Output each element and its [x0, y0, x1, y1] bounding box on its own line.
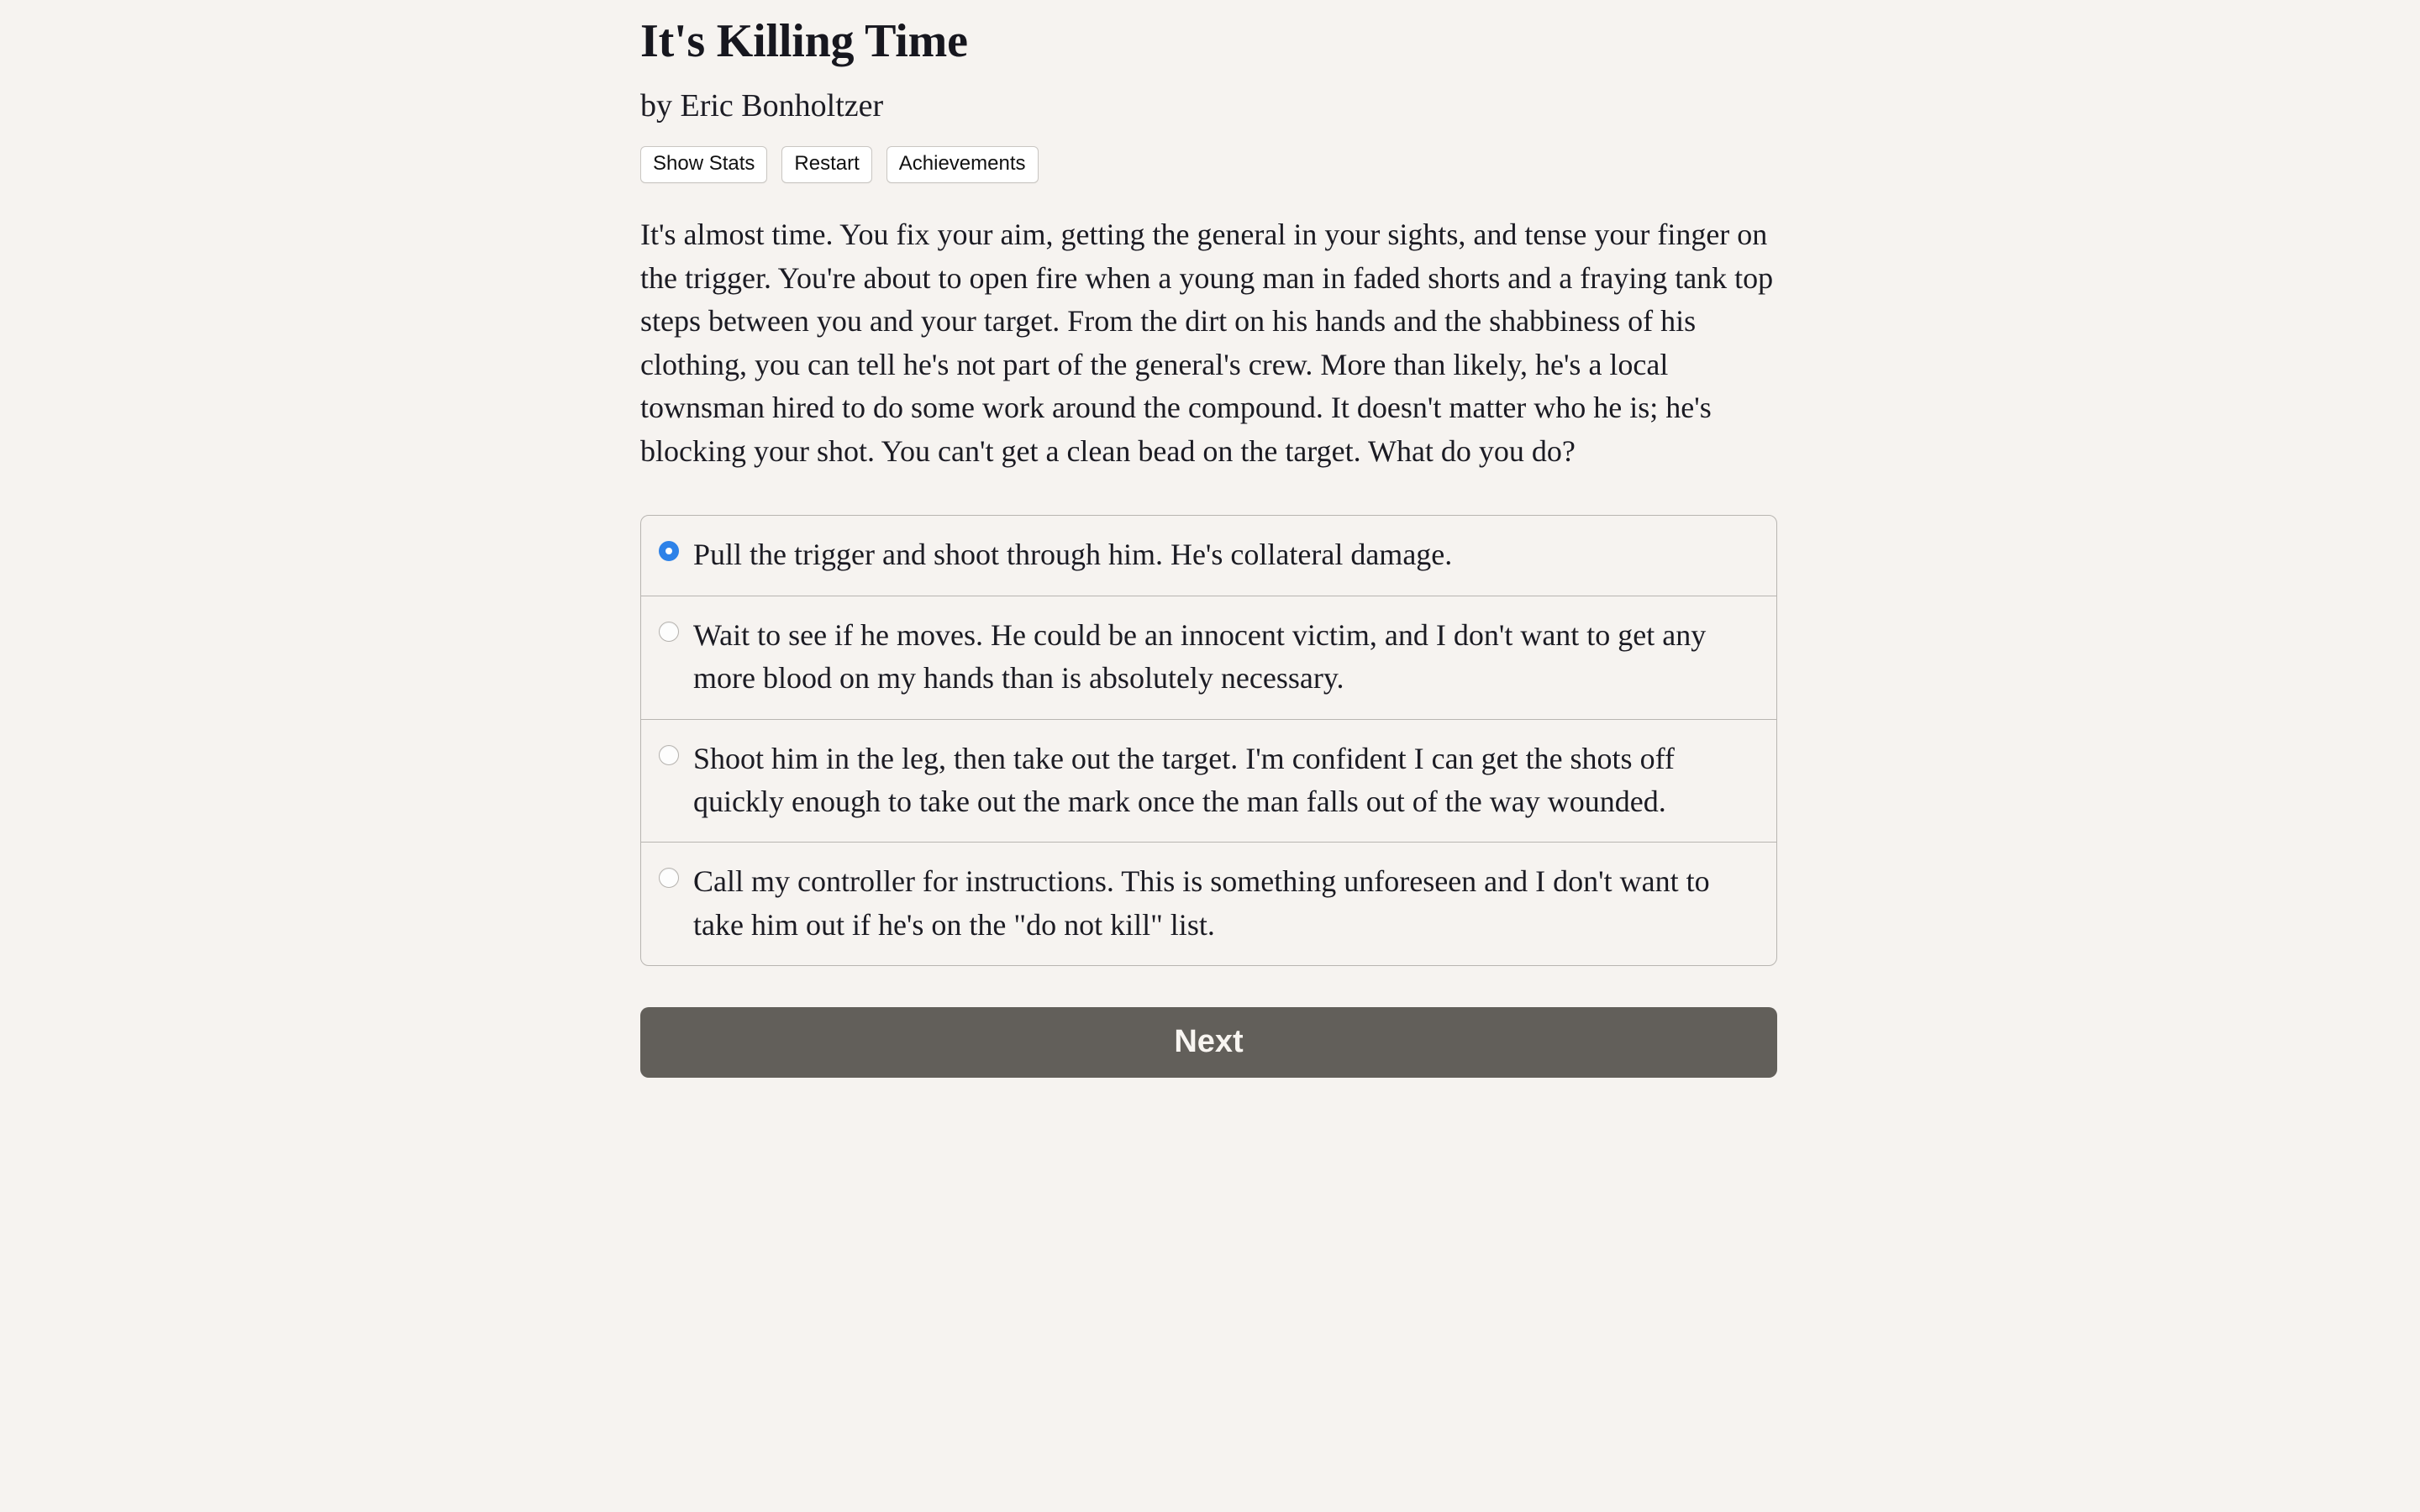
show-stats-button[interactable]: Show Stats	[640, 146, 767, 183]
page-title: It's Killing Time	[640, 15, 968, 67]
choice-option-3[interactable]	[641, 720, 1776, 843]
radio-button-icon[interactable]	[659, 745, 679, 765]
choice-label: Shoot him in the leg, then take out the target. I'm confident I can get the shots off quickly enough to take out the mark once the man falls out of the way wounded.	[693, 741, 1675, 818]
choice-option-2[interactable]	[641, 596, 1776, 720]
restart-button[interactable]: Restart	[781, 146, 871, 183]
radio-button-icon[interactable]	[659, 868, 679, 888]
choice-label: Call my controller for instructions. This is something unforeseen and I don't want to take him out if he's on the "do not kill" list.	[693, 864, 1710, 942]
game-container	[640, 0, 1779, 1078]
radio-button-icon[interactable]	[659, 622, 679, 642]
toolbar	[640, 125, 1779, 183]
choice-option-1[interactable]	[641, 516, 1776, 596]
story-paragraph: It's almost time. You fix your aim, getting the general in your sights, and tense your finger on the trigger. You're about to open fire when a young man in faded shorts and a fraying tank top steps between you and your target. From the dirt on his hands and the shabbiness of his clothing, you can tell he's not part of the general's crew. More than likely, he's a local townsman hired to do some work around the compound. It doesn't matter who he is; he's blocking your shot. You can't get a clean bead on the target. What do you do?	[640, 218, 1774, 468]
choice-option-4[interactable]	[641, 843, 1776, 965]
achievements-button[interactable]: Achievements	[886, 146, 1039, 183]
next-button[interactable]: Next	[640, 1007, 1777, 1078]
choice-label: Pull the trigger and shoot through him. He's collateral damage.	[693, 538, 1453, 572]
radio-button-icon[interactable]	[659, 541, 679, 561]
choice-label: Wait to see if he moves. He could be an innocent victim, and I don't want to get any more blood on my hands than is absolutely necessary.	[693, 617, 1707, 696]
author-byline: by Eric Bonholtzer	[640, 87, 884, 123]
choice-list	[640, 515, 1777, 966]
